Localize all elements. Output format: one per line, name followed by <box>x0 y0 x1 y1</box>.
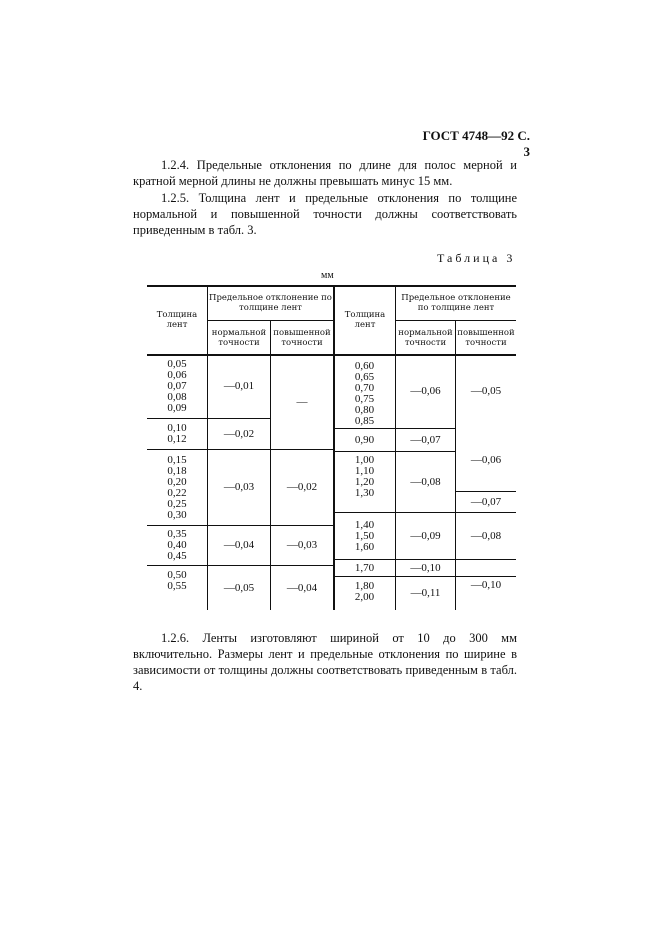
left-normal-deviation: —0,03 <box>223 481 255 493</box>
left-normal-deviation: —0,04 <box>223 539 255 551</box>
table-units: мм <box>321 270 334 281</box>
right-normal-deviation: —0,09 <box>410 529 441 542</box>
thickness-value: 0,70 <box>354 381 375 394</box>
left-thickness-group-4 <box>147 526 207 565</box>
thickness-value: 0,60 <box>354 359 375 372</box>
thickness-value: 1,80 <box>354 580 375 592</box>
right-thickness-group-1 <box>334 359 395 428</box>
thickness-value: 1,40 <box>354 518 375 531</box>
deviation-table <box>147 285 516 610</box>
thickness-value: 2,00 <box>354 591 375 603</box>
thickness-value: 0,05 <box>167 358 187 370</box>
thickness-value: 0,07 <box>167 380 187 392</box>
right-increased-deviation: —0,05 <box>470 385 502 397</box>
right-thickness-group-3 <box>334 455 395 509</box>
right-thickness-group-2 <box>334 429 395 451</box>
thickness-value: 0,08 <box>167 391 187 403</box>
right-increased-deviation: —0,07 <box>470 495 502 508</box>
thickness-value: 1,30 <box>354 487 375 499</box>
thickness-value: 0,20 <box>167 475 187 488</box>
left-increased-deviation: —0,02 <box>286 481 318 493</box>
paragraph-1-2-6: 1.2.6. Ленты изготовляют шириной от 10 до 300 мм включительно. Размеры лент и предельные отклонения по ширине в зависимости от толщины должны соответствовать приведенным в табл. 4. <box>133 631 517 693</box>
thickness-value: 0,18 <box>167 464 187 477</box>
thickness-value: 0,15 <box>167 453 187 466</box>
right-increased-deviation: —0,10 <box>470 578 502 591</box>
thickness-value: 0,10 <box>167 422 187 434</box>
left-normal-deviation: —0,05 <box>223 581 255 594</box>
thickness-value: 0,90 <box>354 433 375 446</box>
thickness-value: 0,85 <box>354 414 375 427</box>
thickness-value: 0,80 <box>354 403 375 416</box>
thickness-value: 1,60 <box>354 540 375 553</box>
right-thickness-group-5 <box>334 560 395 576</box>
left-thickness-group-3 <box>147 450 207 525</box>
right-increased-deviation: —0,06 <box>470 453 502 466</box>
left-normal-deviation: —0,02 <box>223 427 255 440</box>
table-caption: Таблица 3 <box>437 251 516 265</box>
thickness-value: 0,09 <box>167 402 187 414</box>
thickness-value: 0,12 <box>167 433 187 445</box>
right-normal-deviation: —0,06 <box>410 385 441 397</box>
thickness-value: 0,35 <box>167 528 187 540</box>
right-normal-deviation: —0,10 <box>410 561 441 574</box>
right-thickness-group-4 <box>334 513 395 559</box>
right-increased-deviation: —0,08 <box>470 529 502 542</box>
header-increased-right: повышенной точности <box>457 327 515 348</box>
paragraph-1-2-4: 1.2.4. Предельные отклонения по длине для полос мерной и кратной мерной длины не должны превышать минус 15 мм. <box>133 158 517 188</box>
page-header: ГОСТ 4748—92 С. 3 <box>422 128 530 159</box>
header-thickness-left: Толщина лент <box>156 309 198 330</box>
thickness-value: 1,50 <box>354 529 375 542</box>
thickness-value: 0,75 <box>354 392 375 405</box>
left-thickness-group-2 <box>147 419 207 449</box>
thickness-value: 1,70 <box>354 561 375 574</box>
thickness-value: 1,20 <box>354 476 375 488</box>
right-normal-deviation: —0,11 <box>410 587 441 599</box>
header-deviation-right: Предельное отклонение по толщине лент <box>401 292 511 313</box>
header-thickness-right: Толщина лент <box>344 309 386 330</box>
thickness-value: 1,10 <box>354 465 375 477</box>
header-deviation-left: Предельное отклонение по толщине лент <box>209 292 332 313</box>
thickness-value: 0,50 <box>167 569 187 581</box>
right-normal-deviation: —0,08 <box>410 475 441 488</box>
right-thickness-group-6 <box>334 577 395 607</box>
thickness-value: 0,30 <box>167 508 187 521</box>
left-increased-deviation: — <box>296 395 308 408</box>
header-normal-left: нормальной точности <box>211 327 267 348</box>
left-increased-deviation: —0,03 <box>286 539 318 551</box>
left-thickness-group-5 <box>147 566 207 600</box>
thickness-value: 0,06 <box>167 369 187 381</box>
paragraph-1-2-5: 1.2.5. Толщина лент и предельные отклонения по толщине нормальной и повышенной точности должны соответствовать приведенным в табл. 3. <box>133 191 517 237</box>
thickness-value: 0,55 <box>167 580 187 592</box>
left-thickness-group-1 <box>147 355 207 418</box>
right-normal-deviation: —0,07 <box>410 433 441 446</box>
left-increased-deviation: —0,04 <box>286 581 318 594</box>
thickness-value: 1,00 <box>354 454 375 466</box>
thickness-value: 0,45 <box>167 550 187 562</box>
header-increased-left: повышенной точности <box>273 327 331 348</box>
thickness-value: 0,65 <box>354 370 375 383</box>
thickness-value: 0,22 <box>167 486 187 499</box>
header-normal-right: нормальной точности <box>398 327 453 348</box>
thickness-value: 0,25 <box>167 497 187 510</box>
thickness-value: 0,40 <box>167 539 187 551</box>
left-normal-deviation: —0,01 <box>223 380 255 392</box>
